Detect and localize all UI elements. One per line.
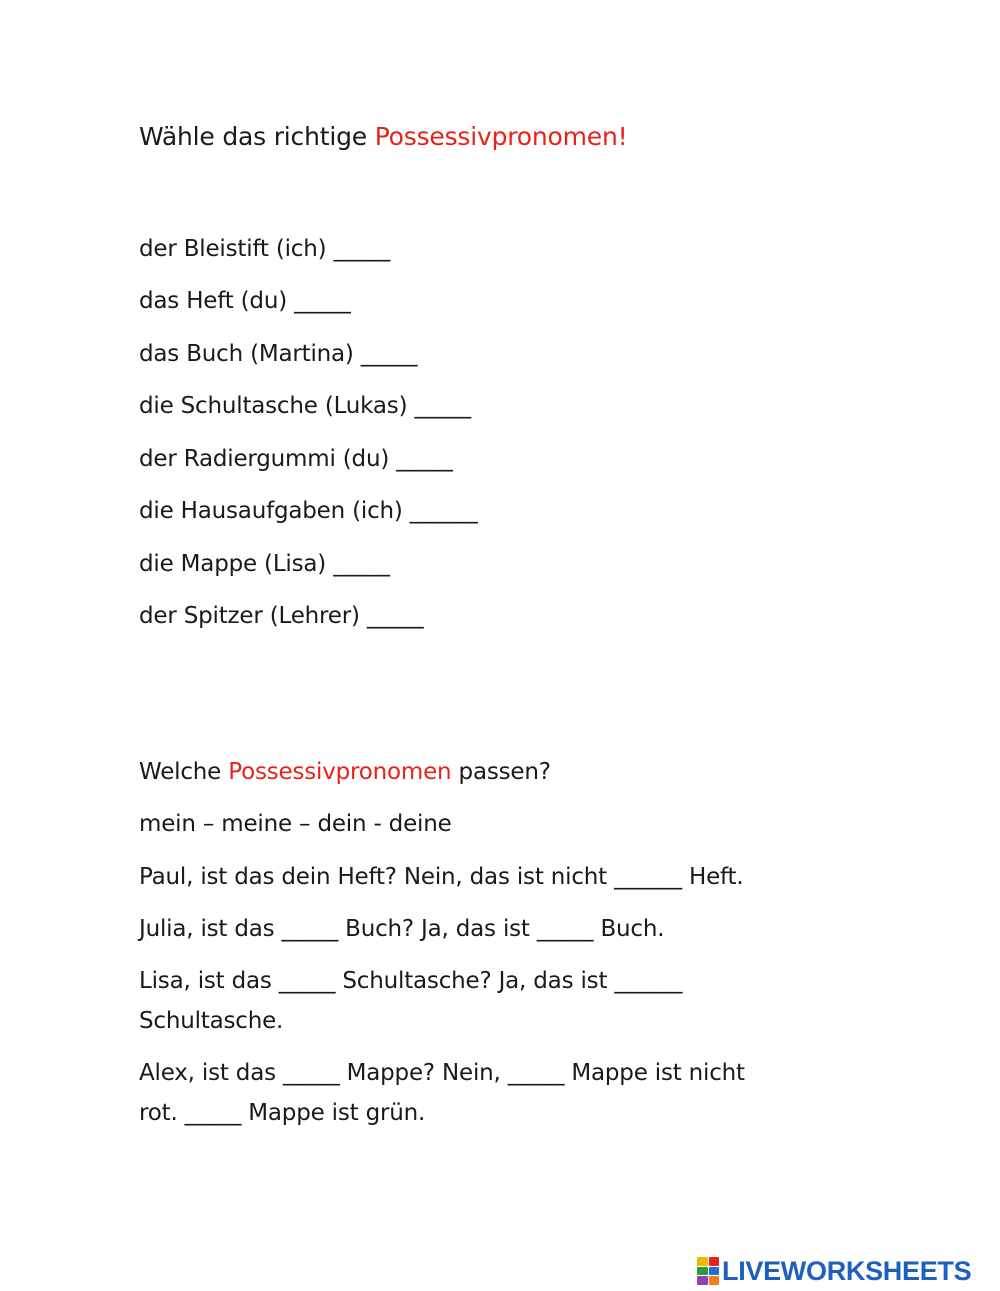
exercise-1-item: die Hausaufgaben (ich) ______ <box>139 498 478 524</box>
exercise-1-item: die Schultasche (Lukas) _____ <box>139 393 471 419</box>
exercise-1-item: der Radiergummi (du) _____ <box>139 446 453 472</box>
title-suffix: ! <box>617 122 628 151</box>
exercise-2-sentence: Julia, ist das _____ Buch? Ja, das ist _____ Buch. <box>139 916 665 942</box>
title-prefix: Wähle das richtige <box>139 122 375 151</box>
exercise-1-item: das Heft (du) _____ <box>139 288 351 314</box>
exercise-1-item: der Spitzer (Lehrer) _____ <box>139 603 424 629</box>
exercise-2-title <box>139 752 551 792</box>
exercise-2-title-prefix: Welche <box>139 759 229 785</box>
exercise-1-item: das Buch (Martina) _____ <box>139 341 418 367</box>
exercise-2-sentence-continued: Schultasche. <box>139 1008 284 1034</box>
exercise-2-title-suffix: passen? <box>451 759 551 785</box>
exercise-2-sentence: Alex, ist das _____ Mappe? Nein, _____ Mappe ist nicht <box>139 1060 745 1086</box>
liveworksheets-logo-icon <box>697 1257 719 1285</box>
exercise-2-title-highlight: Possessivpronomen <box>228 759 452 785</box>
exercise-1-item: der Bleistift (ich) _____ <box>139 236 391 262</box>
title-highlight: Possessivpronomen <box>374 122 618 151</box>
word-bank: mein – meine – dein - deine <box>139 811 452 837</box>
exercise-2-sentence-continued: rot. _____ Mappe ist grün. <box>139 1100 426 1126</box>
liveworksheets-logo[interactable] <box>697 1254 993 1288</box>
exercise-2-sentence: Lisa, ist das _____ Schultasche? Ja, das ist ______ <box>139 968 683 994</box>
exercise-2-sentence: Paul, ist das dein Heft? Nein, das ist nicht ______ Heft. <box>139 864 744 890</box>
exercise-1-item: die Mappe (Lisa) _____ <box>139 551 390 577</box>
logo-text: LIVEWORKSHEETS <box>722 1255 972 1286</box>
worksheet-title <box>139 117 627 157</box>
